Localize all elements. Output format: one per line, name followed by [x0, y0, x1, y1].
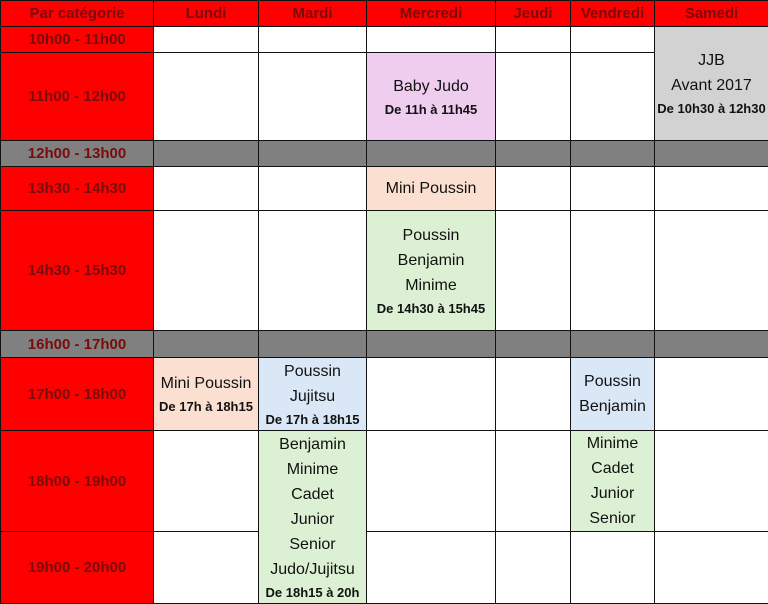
header-day-mercredi: Mercredi [367, 1, 496, 27]
session-time: De 18h15 à 20h [265, 584, 360, 600]
break-cell [154, 141, 259, 167]
session-benjamin-judo-jujitsu [259, 431, 367, 604]
empty-cell [655, 358, 768, 431]
empty-cell [367, 27, 496, 53]
empty-cell [496, 53, 571, 141]
empty-cell [496, 358, 571, 431]
break-cell [154, 331, 259, 358]
time-row [1, 532, 768, 604]
session-label: Minime [405, 276, 457, 294]
empty-cell [571, 532, 655, 604]
empty-cell [367, 532, 496, 604]
time-row [1, 431, 768, 532]
break-cell [367, 331, 496, 358]
empty-cell [154, 167, 259, 211]
break-cell [571, 141, 655, 167]
session-jjb [655, 27, 768, 141]
session-label: JJB [698, 52, 725, 69]
session-time: De 17h à 18h15 [159, 399, 253, 414]
session-mini-poussin [367, 167, 496, 211]
time-row [1, 53, 768, 141]
header-day-jeudi: Jeudi [496, 1, 571, 27]
break-row [1, 141, 768, 167]
session-label: Minime [286, 460, 339, 478]
time-slot: 12h00 - 13h00 [1, 141, 154, 167]
session-label: Junior [290, 510, 335, 528]
session-poussin-benjamin-minime [367, 211, 496, 331]
header-day-samedi: Samedi [655, 1, 768, 27]
header-day-mardi: Mardi [259, 1, 367, 27]
empty-cell [367, 431, 496, 532]
time-slot: 13h30 - 14h30 [1, 167, 154, 211]
header-category: Par catégorie [1, 1, 154, 27]
time-slot: 18h00 - 19h00 [1, 431, 154, 532]
session-time: De 11h à 11h45 [384, 101, 478, 117]
break-row [1, 331, 768, 358]
session-label: Senior [289, 535, 336, 553]
empty-cell [259, 167, 367, 211]
empty-cell [571, 53, 655, 141]
break-cell [259, 141, 367, 167]
session-label: Poussin [402, 226, 460, 244]
break-cell [259, 331, 367, 358]
session-label: Benjamin [397, 251, 465, 269]
time-slot: 19h00 - 20h00 [1, 532, 154, 604]
time-row [1, 358, 768, 431]
empty-cell [496, 532, 571, 604]
break-cell [496, 331, 571, 358]
empty-cell [496, 167, 571, 211]
time-row [1, 167, 768, 211]
empty-cell [655, 167, 768, 211]
session-label: Poussin [584, 373, 641, 390]
empty-cell [154, 431, 259, 532]
empty-cell [496, 27, 571, 53]
empty-cell [571, 167, 655, 211]
session-time: De 17h à 18h15 [265, 411, 360, 427]
session-label: Senior [589, 510, 636, 527]
empty-cell [496, 431, 571, 532]
header-row [1, 1, 768, 27]
empty-cell [154, 211, 259, 331]
session-label: Poussin [284, 362, 341, 380]
session-label: Cadet [591, 460, 634, 477]
session-label: Benjamin [579, 398, 646, 415]
empty-cell [154, 53, 259, 141]
session-time: De 10h30 à 12h30 [657, 101, 766, 116]
empty-cell [259, 211, 367, 331]
empty-cell [571, 211, 655, 331]
header-day-vendredi: Vendredi [571, 1, 655, 27]
time-slot: 17h00 - 18h00 [1, 358, 154, 431]
session-label: Judo/Jujitsu [270, 560, 355, 578]
empty-cell [655, 431, 768, 532]
session-time: De 14h30 à 15h45 [376, 300, 486, 316]
empty-cell [655, 211, 768, 331]
time-row [1, 27, 768, 53]
break-cell [367, 141, 496, 167]
session-label: Mini Poussin [385, 180, 477, 197]
session-label: Benjamin [279, 435, 346, 453]
session-label: Jujitsu [289, 387, 336, 405]
session-mini-poussin-lundi [154, 358, 259, 431]
session-label: Cadet [291, 485, 334, 503]
session-poussin-jujitsu [259, 358, 367, 431]
break-cell [571, 331, 655, 358]
break-cell [655, 331, 768, 358]
session-minime-vendredi [571, 431, 655, 532]
empty-cell [571, 27, 655, 53]
empty-cell [655, 532, 768, 604]
session-label: Minime [586, 435, 639, 452]
time-slot: 16h00 - 17h00 [1, 331, 154, 358]
session-label: Avant 2017 [671, 77, 752, 94]
break-cell [496, 141, 571, 167]
time-slot: 14h30 - 15h30 [1, 211, 154, 331]
header-day-lundi: Lundi [154, 1, 259, 27]
time-slot: 10h00 - 11h00 [1, 27, 154, 53]
time-row [1, 211, 768, 331]
time-slot: 11h00 - 12h00 [1, 53, 154, 141]
empty-cell [367, 358, 496, 431]
empty-cell [259, 53, 367, 141]
empty-cell [154, 532, 259, 604]
session-label: Mini Poussin [160, 375, 252, 392]
session-poussin-benjamin-vendredi [571, 358, 655, 431]
empty-cell [259, 27, 367, 53]
empty-cell [154, 27, 259, 53]
session-label: Junior [590, 485, 635, 502]
empty-cell [496, 211, 571, 331]
session-label: Baby Judo [393, 77, 469, 95]
session-baby-judo [367, 53, 496, 141]
break-cell [655, 141, 768, 167]
